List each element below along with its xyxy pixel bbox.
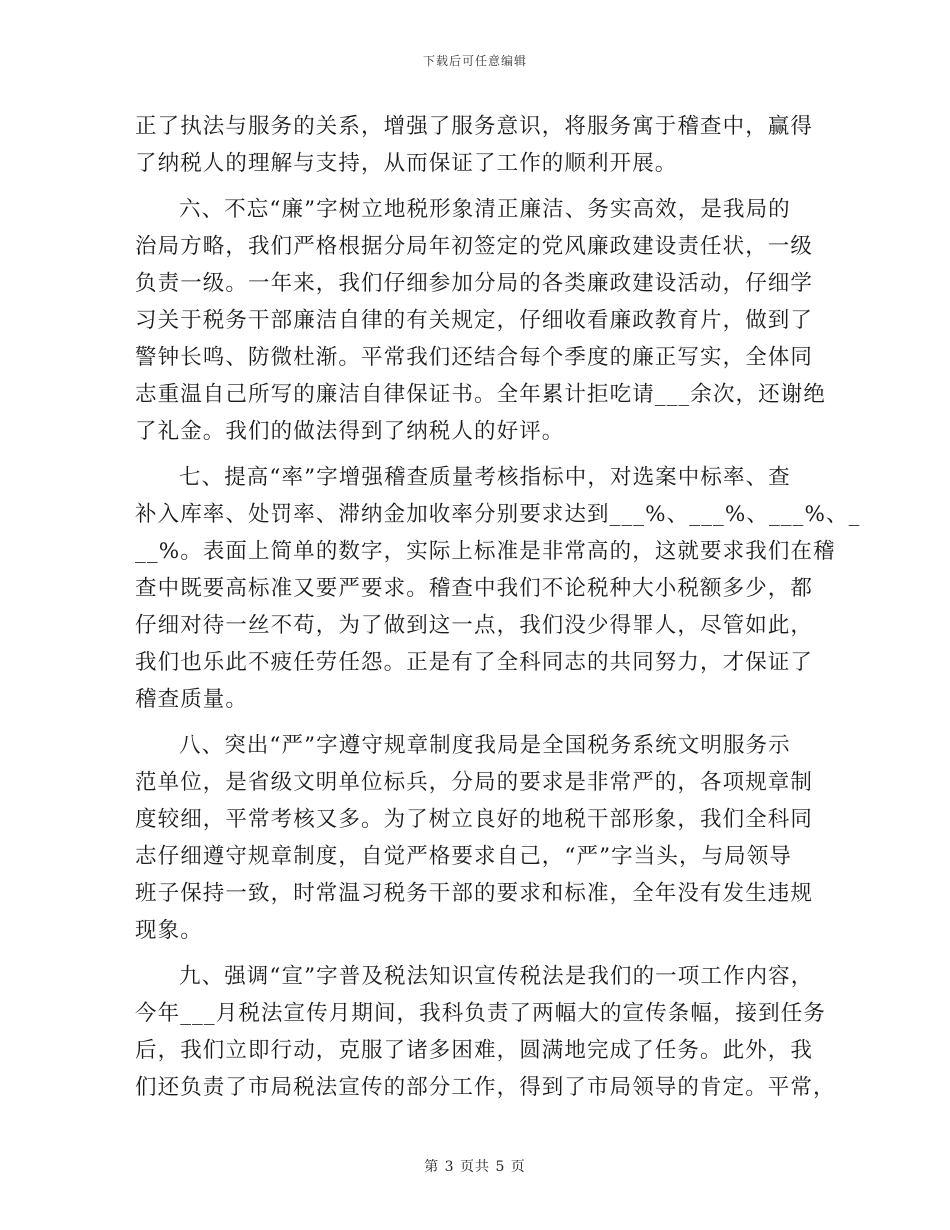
- text-line: 后，我们立即行动，克服了诸多困难，圆满地完成了任务。此外，我: [135, 1038, 814, 1063]
- page-header-note: 下载后可任意编辑: [422, 54, 527, 68]
- text-line: __%。表面上简单的数字，实际上标准是非常高的，这就要求我们在稽: [135, 539, 836, 564]
- page-number: 第 3 页共 5 页: [424, 1159, 526, 1175]
- text-line: 八、突出“严”字遵守规章制度我局是全国税务系统文明服务示: [179, 733, 791, 758]
- paragraph-6-integrity: [135, 191, 826, 450]
- text-line: 志仔细遵守规章制度，自觉严格要求自己，“严”字当头，与局领导: [135, 844, 792, 869]
- text-line: 九、强调“宣”字普及税法知识宣传税法是我们的一项工作内容，: [179, 964, 814, 989]
- text-line: 习关于税务干部廉洁自律的有关规定，仔细收看廉政教育片，做到了: [135, 308, 814, 333]
- text-line: 了礼金。我们的做法得到了纳税人的好评。: [135, 419, 565, 444]
- text-line: 治局方略，我们严格根据分局年初签定的党风廉政建设责任状，一级: [135, 234, 814, 259]
- text-line: 六、不忘“廉”字树立地税形象清正廉洁、务实高效，是我局的: [179, 197, 791, 222]
- text-line: 我们也乐此不疲任劳任怨。正是有了全科同志的共同努力，才保证了: [135, 650, 814, 675]
- paragraph-8-strict: [135, 727, 815, 949]
- text-line: 班子保持一致，时常温习税务干部的要求和标准，全年没有发生违规: [135, 881, 814, 906]
- text-line: 范单位，是省级文明单位标兵，分局的要求是非常严的，各项规章制: [135, 770, 814, 795]
- text-line: 度较细，平常考核又多。为了树立良好的地税干部形象，我们全科同: [135, 807, 814, 832]
- text-line: 负责一级。一年来，我们仔细参加分局的各类廉政建设活动，仔细学: [135, 271, 814, 296]
- text-line: 了纳税人的理解与支持，从而保证了工作的顺利开展。: [135, 151, 678, 176]
- text-line: 正了执法与服务的关系，增强了服务意识，将服务寓于稽查中，赢得: [135, 114, 814, 139]
- text-line: 稽查质量。: [135, 687, 249, 712]
- document-body: [135, 108, 861, 1106]
- text-line: 今年___月税法宣传月期间，我科负责了两幅大的宣传条幅，接到任务: [135, 1001, 826, 1026]
- text-line: 查中既要高标准又要严要求。稽查中我们不论税种大小税额多少，都: [135, 576, 814, 601]
- text-line: 现象。: [135, 918, 203, 943]
- text-line: 警钟长鸣、防微杜渐。平常我们还结合每个季度的廉正写实，全体同: [135, 345, 814, 370]
- text-line: 们还负责了市局税法宣传的部分工作，得到了市局领导的肯定。平常，: [135, 1075, 836, 1100]
- paragraph-9-publicity: [135, 958, 836, 1106]
- text-line: 志重温自己所写的廉洁自律保证书。全年累计拒吃请___余次，还谢绝: [135, 382, 826, 407]
- paragraph-1: [135, 108, 815, 182]
- paragraph-7-rate: [135, 459, 861, 718]
- text-line: 仔细对待一丝不苟，为了做到这一点，我们没少得罪人，尽管如此，: [135, 613, 814, 638]
- text-line: 七、提高“率”字增强稽查质量考核指标中，对选案中标率、查: [179, 465, 791, 490]
- text-line: 补入库率、处罚率、滞纳金加收率分别要求达到___%、___%、___%、_: [135, 502, 861, 527]
